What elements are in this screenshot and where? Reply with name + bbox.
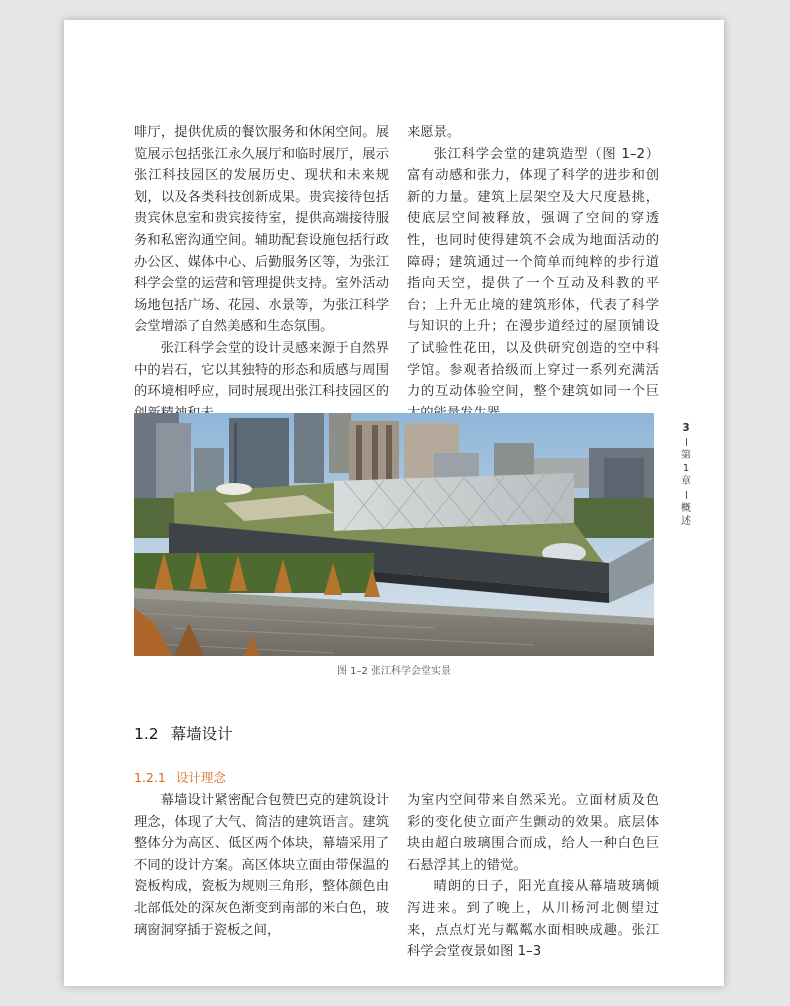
- building-photo: [134, 413, 654, 656]
- section-title: 幕墙设计: [170, 725, 233, 743]
- paragraph: 啡厅，提供优质的餐饮服务和休闲空间。展览展示包括张江永久展厅和临时展厅，展示张江科技园区的发展历史、现状和未来规划，以及各类科技创新成果。贵宾接待包括贵宾休息室和贵宾接待室，提供高端接待服务和私密沟通空间。辅助配套设施包括行政办公区、媒体中心、后勤服务区等，为张江科学会堂的运营和管理提供支持。室外活动场地包括广场、花园、水景等，为张江科学会堂增添了自然美感和生态氛围。: [134, 125, 389, 335]
- text-column-left-top: [134, 122, 389, 424]
- divider: [686, 438, 687, 446]
- paragraph: 来愿景。: [407, 125, 461, 140]
- paragraph: 张江科学会堂的建筑造型（图 1–2）富有动感和张力，体现了科学的进步和创新的力量。建筑上层架空及大尺度悬挑，使底层空间被释放，强调了空间的穿透性，也同时使得建筑不会成为地面活动的障碍；建筑通过一个简单而纯粹的步行道指向天空，提供了一个互动及科教的平台；上升无止境的建筑形体，代表了科学与知识的上升；在漫步道经过的屋顶铺设了试验性花田，以及供研究创造的空中科学馆。参观者拾级而上穿过一系列充满活力的互动体验空间，整个建筑如同一个巨: [407, 146, 659, 400]
- book-page: [64, 20, 724, 986]
- text-column-right-bottom: [407, 790, 659, 963]
- paragraph: 晴朗的日子，阳光直接从幕墙玻璃倾泻进来。到了晚上，从川杨河北侧望过来，点点灯光与粼粼水面相映成趣。张江科学会堂夜景如图 1–3: [407, 879, 659, 960]
- paragraph: 张江科学会堂的设计灵感来源于自然界中的岩石，它以其独特的形态和质感与周围的环境相呼应，同时展现出张江科技园区的: [134, 340, 389, 400]
- figure-caption: 图 1–2 张江科学会堂实景: [336, 666, 452, 677]
- text-column-left-bottom: [134, 790, 389, 941]
- chapter-title: 概述: [681, 503, 691, 527]
- divider: [686, 491, 687, 499]
- page-number: 3: [682, 422, 690, 434]
- subsection-title: 设计理念: [175, 770, 226, 785]
- chapter-label: 第1章: [681, 450, 691, 487]
- subsection-heading: [134, 768, 226, 786]
- section-heading: [134, 722, 233, 744]
- section-number: 1.2: [134, 725, 159, 743]
- paragraph: 为室内空间带来自然采光。立面材质及色彩的变化使立面产生颤动的效果。底层体块由超白玻璃围合而成，给人一种白色巨石悬浮其上的错觉。: [407, 793, 659, 873]
- text-column-right-top: [407, 122, 659, 424]
- chapter-side-tab: [679, 422, 693, 528]
- paragraph: 幕墙设计紧密配合包赞巴克的建筑设计理念，体现了大气、简洁的建筑语言。建筑整体分为高区、低区两个体块，幕墙采用了不同的设计方案。高区体块立面由带保温的瓷板构成，瓷板为规则三角形，整体颜色由北部低处的深灰色渐变到南部的米白色，玻璃窗洞穿插于瓷板之间，: [134, 793, 389, 938]
- subsection-number: 1.2.1: [134, 770, 166, 785]
